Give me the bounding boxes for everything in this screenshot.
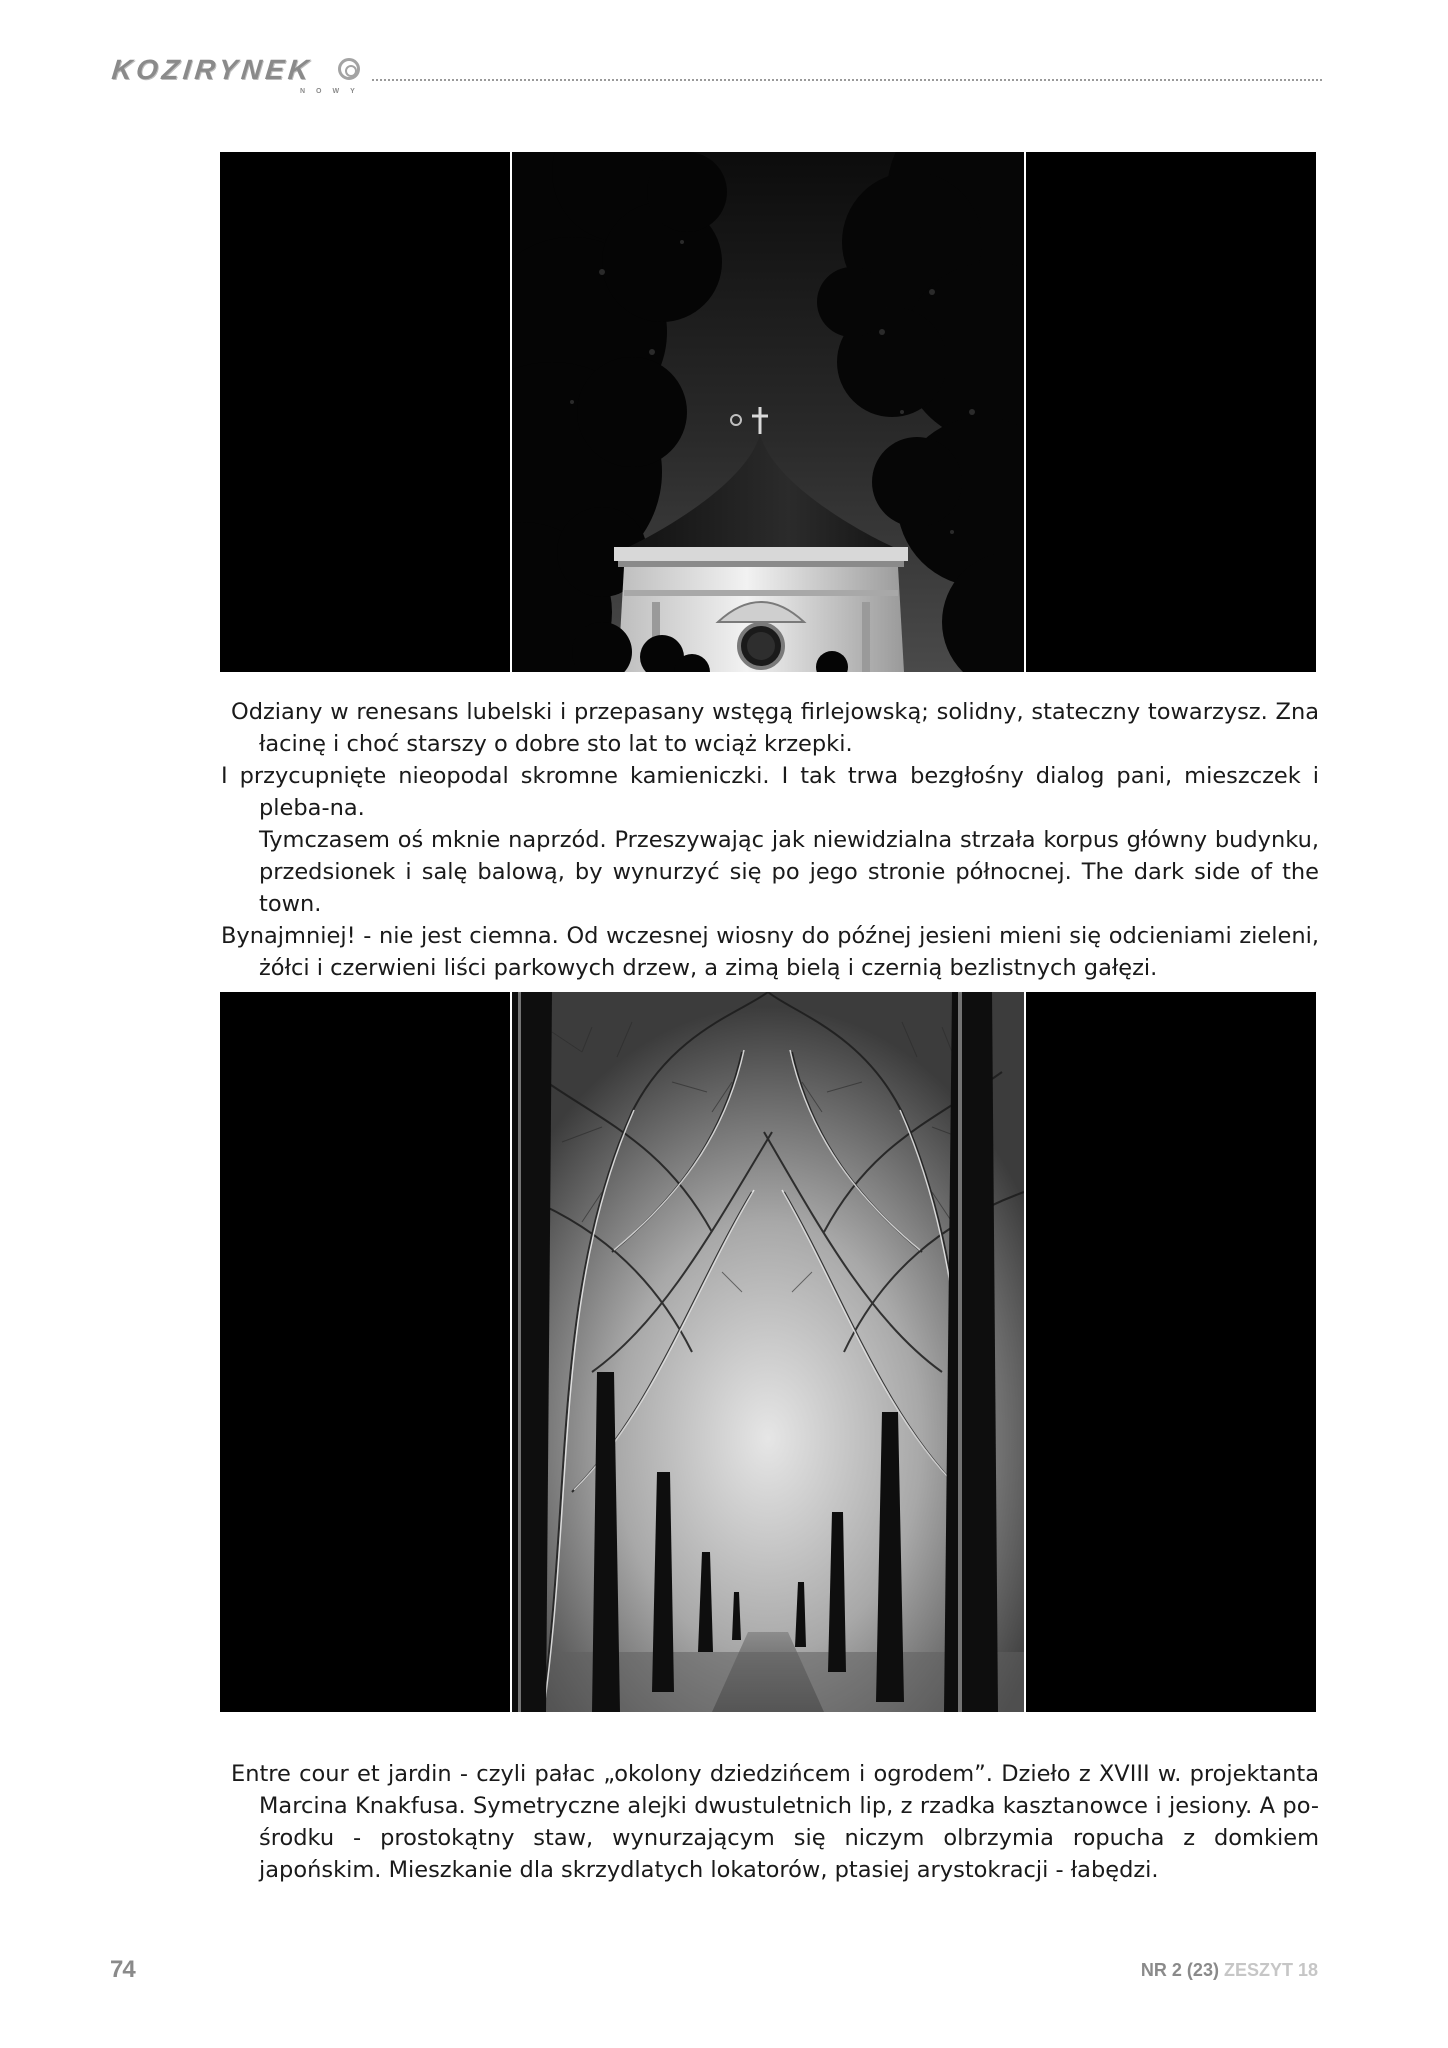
- paragraph: Bynajmniej! - nie jest ciemna. Od wczesnej wiosny do późnej jesieni mieni się odcieniami zieleni, żółci i czerwieni liści parkowych drzew, a zimą bielą i czernią bezlistnych gałęzi.: [221, 923, 1319, 981]
- issue-label: [1141, 1960, 1318, 1981]
- page-number: 74: [110, 1956, 135, 1983]
- paragraph: I przycupnięte nieopodal skromne kamieniczki. I tak trwa bezgłośny dialog pani, mieszczek i pleba-na.: [221, 763, 1319, 821]
- magazine-logo: KOZIRYNEK: [110, 54, 315, 85]
- paragraph: Entre cour et jardin - czyli pałac „okolony dziedzińcem i ogrodem”. Dzieło z XVIII w. projektanta Marcina Knakfusa. Symetryczne alejki dwustuletnich lip, z rzadka kasztanowce i jesiony. A po-środku - prostokątny staw, wynurzającym się niczym olbrzymia ropucha z domkiem japońskim. Mieszkanie dla skrzydlatych lokatorów, ptasiej arystokracji - łabędzi.: [231, 1761, 1319, 1883]
- text-block-bottom: [221, 1758, 1319, 1886]
- zeszyt-number: ZESZYT 18: [1223, 1960, 1318, 1980]
- logo-emblem-icon: [338, 58, 360, 80]
- header-dotted-rule: [372, 79, 1322, 81]
- paragraph: Odziany w renesans lubelski i przepasany wstęgą firlejowską; solidny, stateczny towarzysz. Zna łacinę i choć starszy o dobre sto lat to wciąż krzepki.: [231, 699, 1319, 757]
- photo-frame-church: [220, 152, 1316, 672]
- logo-subtitle: NOWY: [300, 88, 366, 95]
- photo-frame-alley: [220, 992, 1316, 1712]
- church-dome-photo: [510, 152, 1026, 672]
- issue-number: NR 2 (23): [1140, 1960, 1219, 1980]
- text-block-top: [221, 696, 1319, 984]
- snowy-alley-photo: [510, 992, 1026, 1712]
- paragraph: Tymczasem oś mknie naprzód. Przeszywając jak niewidzialna strzała korpus główny budynku, przedsionek i salę balową, by wynurzyć się po jego stronie północnej. The dark side of the town.: [259, 827, 1319, 917]
